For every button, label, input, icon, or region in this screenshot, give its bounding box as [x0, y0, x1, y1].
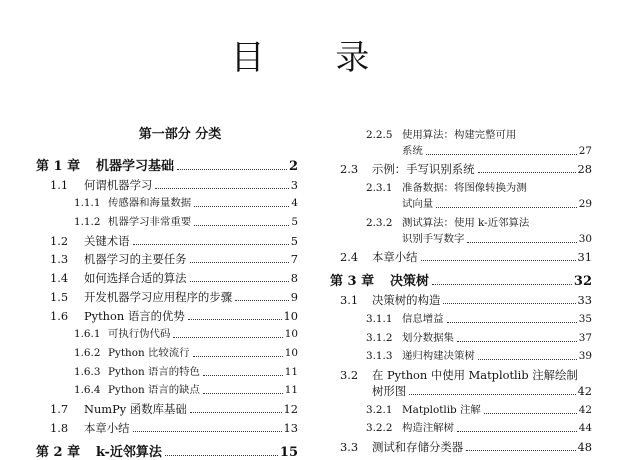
toc-entry	[330, 231, 592, 247]
toc-entry-number: 2.4	[340, 250, 359, 265]
toc-entry-page: 13	[283, 420, 298, 435]
toc-entry-number: 3.1	[340, 293, 359, 308]
dot-leader	[426, 154, 577, 155]
toc-entry	[36, 305, 298, 324]
toc-entry	[330, 364, 592, 383]
toc-entry-number: 3.1.2	[366, 331, 393, 344]
dot-leader	[193, 356, 283, 357]
toc-entry-number: 1.5	[50, 289, 69, 304]
toc-entry-page: 11	[284, 365, 298, 378]
toc-entry-page: 2	[288, 159, 298, 174]
toc-entry	[330, 399, 592, 418]
toc-entry	[330, 212, 592, 231]
dot-leader	[457, 341, 577, 342]
toc-entry	[36, 193, 298, 212]
dot-leader	[190, 412, 282, 413]
dot-leader	[188, 319, 282, 320]
toc-entry	[36, 174, 298, 193]
toc-entry-number: 2.3.2	[366, 216, 393, 229]
toc-entry-page: 28	[577, 162, 592, 177]
toc-entry-page: 9	[290, 289, 298, 304]
toc-entry	[36, 249, 298, 268]
dot-leader	[466, 450, 575, 451]
toc-entry-page: 44	[578, 422, 592, 435]
toc-entry-page: 42	[578, 403, 592, 416]
toc-entry	[36, 150, 298, 174]
toc-entry-page: 29	[578, 198, 592, 211]
toc-entry-page: 48	[577, 439, 592, 454]
toc-entry	[36, 324, 298, 343]
toc-entry-label: 本章小结	[372, 250, 418, 265]
dot-leader	[133, 244, 289, 245]
toc-entry	[36, 398, 298, 417]
toc-entry-number: 1.3	[50, 252, 69, 267]
toc-entry-label: 示例：手写识别系统	[372, 162, 475, 177]
toc-entry	[330, 124, 592, 143]
toc-entry	[330, 247, 592, 266]
dot-leader	[467, 242, 576, 243]
dot-leader	[478, 172, 576, 173]
toc-entry	[330, 383, 592, 399]
toc-entry-page: 11	[284, 384, 298, 397]
toc-entry-page: 4	[291, 197, 298, 210]
dot-leader	[436, 207, 577, 208]
toc-entry-number: 第 1 章	[36, 159, 81, 174]
toc-entry-page: 32	[573, 274, 592, 290]
dot-leader	[235, 300, 289, 301]
toc-entry-page: 10	[284, 346, 298, 359]
toc-entry	[330, 289, 592, 308]
toc-entry-number: 3.2	[340, 367, 359, 382]
dot-leader	[133, 431, 282, 432]
toc-entry	[36, 417, 298, 436]
toc-entry-number: 1.6.2	[74, 346, 101, 359]
dot-leader	[194, 225, 289, 226]
toc-entry-label: 如何选择合适的算法	[84, 271, 187, 286]
toc-entry-number: 1.6.4	[74, 384, 101, 397]
toc-entry	[330, 418, 592, 437]
toc-entry	[330, 327, 592, 346]
toc-entry	[330, 177, 592, 196]
dot-leader	[478, 359, 577, 360]
dot-leader	[165, 455, 278, 456]
toc-entry-label: 开发机器学习应用程序的步骤	[84, 289, 233, 304]
toc-entry-number: 3.1.3	[366, 350, 393, 363]
toc-entry-page: 31	[577, 250, 592, 265]
toc-entry-label: 递归构建决策树	[402, 350, 475, 363]
toc-entry-number: 1.7	[50, 401, 69, 416]
dot-leader	[177, 169, 287, 170]
toc-entry	[330, 143, 592, 159]
toc-entry-label: 使用算法：构建完整可用	[402, 128, 517, 141]
dot-leader	[203, 393, 283, 394]
dot-leader	[155, 188, 288, 189]
dot-leader	[443, 303, 575, 304]
toc-entry	[36, 380, 298, 399]
toc-entry-label: Matplotlib 注解	[402, 403, 481, 416]
toc-entry-label: 构造注解树	[402, 422, 454, 435]
toc-entry-label: 信息增益	[402, 312, 444, 325]
toc-entry-page: 42	[577, 383, 592, 398]
toc-entry-label: 在 Python 中使用 Matplotlib 注解绘制	[372, 367, 578, 382]
toc-entry-label: 试向量	[402, 198, 434, 211]
dot-leader	[432, 284, 572, 285]
toc-entry	[36, 342, 298, 361]
dot-leader	[421, 260, 576, 261]
toc-entry-label: Python 语言的优势	[84, 308, 185, 323]
toc-entry-page: 5	[290, 233, 298, 248]
dot-leader	[190, 262, 289, 263]
toc-entry-number: 1.1	[50, 177, 69, 192]
toc-entry-page: 8	[290, 271, 298, 286]
toc-entry-label: 传感器和海量数据	[108, 197, 192, 210]
toc-entry-page: 10	[283, 308, 298, 323]
toc-entry	[330, 265, 592, 289]
dot-leader	[203, 375, 283, 376]
toc-entry-label: 系统	[402, 144, 423, 157]
toc-entry-label: Python 语言的特色	[108, 365, 200, 378]
toc-entry	[330, 308, 592, 327]
toc-entry	[36, 436, 298, 460]
toc-left-column	[36, 150, 298, 460]
toc-entry-number: 1.1.1	[74, 197, 101, 210]
toc-entry-label: 机器学习基础	[96, 159, 175, 174]
toc-entry-number: 2.3	[340, 162, 359, 177]
toc-entry-label: 划分数据集	[402, 331, 454, 344]
toc-entry-number: 1.6	[50, 308, 69, 323]
toc-entry	[36, 211, 298, 230]
toc-entry-number: 第 2 章	[36, 444, 81, 460]
toc-entry-number: 1.8	[50, 420, 69, 435]
toc-entry-label: k-近邻算法	[96, 444, 162, 460]
toc-entry-page: 30	[578, 232, 592, 245]
toc-entry-label: 树形图	[372, 383, 407, 398]
toc-entry-page: 27	[578, 144, 592, 157]
toc-entry-page: 10	[284, 328, 298, 341]
toc-entry-label: 测试和存储分类器	[372, 439, 464, 454]
toc-entry-number: 3.2.2	[366, 422, 393, 435]
toc-entry-page: 39	[578, 350, 592, 363]
toc-entry-number: 1.6.1	[74, 328, 101, 341]
dot-leader	[447, 322, 577, 323]
toc-entry	[36, 361, 298, 380]
dot-leader	[173, 337, 282, 338]
toc-entry	[36, 286, 298, 305]
toc-entry-page: 33	[577, 293, 592, 308]
toc-entry-label: 本章小结	[84, 420, 130, 435]
toc-entry	[36, 230, 298, 249]
toc-entry-label: NumPy 函数库基础	[84, 401, 187, 416]
page-title: 目 录	[230, 38, 400, 78]
toc-right-column	[330, 124, 592, 455]
toc-entry-page: 15	[279, 444, 298, 460]
toc-entry-label: 机器学习非常重要	[108, 216, 192, 229]
toc-entry-label: 何谓机器学习	[84, 177, 153, 192]
dot-leader	[194, 206, 289, 207]
toc-entry-label: 机器学习的主要任务	[84, 252, 187, 267]
toc-entry-label: 可执行伪代码	[108, 328, 171, 341]
toc-entry-page: 7	[290, 252, 298, 267]
toc-entry-number: 2.3.1	[366, 182, 393, 195]
dot-leader	[484, 413, 577, 414]
toc-entry-page: 35	[578, 312, 592, 325]
toc-entry-number: 1.6.3	[74, 365, 101, 378]
toc-entry-page: 5	[291, 216, 298, 229]
dot-leader	[409, 394, 575, 395]
toc-entry-page: 37	[578, 331, 592, 344]
toc-entry-page: 3	[290, 177, 298, 192]
toc-entry	[330, 196, 592, 212]
toc-entry-page: 12	[283, 401, 298, 416]
toc-entry	[330, 436, 592, 455]
toc-entry-number: 2.2.5	[366, 128, 393, 141]
toc-entry-label: 决策树	[390, 274, 430, 290]
toc-entry-number: 3.3	[340, 439, 359, 454]
part-title: 第一部分 分类	[138, 127, 222, 142]
toc-entry-number: 1.4	[50, 271, 69, 286]
toc-entry-label: Python 语言的缺点	[108, 384, 200, 397]
dot-leader	[457, 431, 577, 432]
toc-entry-label: 识别手写数字	[402, 232, 465, 245]
toc-entry-number: 第 3 章	[330, 274, 375, 290]
toc-entry-label: Python 比较流行	[108, 346, 190, 359]
toc-entry-number: 1.1.2	[74, 216, 101, 229]
toc-entry	[330, 159, 592, 178]
toc-entry	[36, 267, 298, 286]
toc-entry-number: 3.2.1	[366, 403, 393, 416]
toc-entry-label: 准备数据：将图像转换为测	[402, 182, 527, 195]
toc-entry-label: 测试算法：使用 k-近邻算法	[402, 216, 530, 229]
toc-entry-label: 决策树的构造	[372, 293, 441, 308]
toc-entry-label: 关键术语	[84, 233, 130, 248]
toc-entry-number: 1.2	[50, 233, 69, 248]
toc-entry-number: 3.1.1	[366, 312, 393, 325]
dot-leader	[190, 281, 289, 282]
toc-entry	[330, 346, 592, 365]
